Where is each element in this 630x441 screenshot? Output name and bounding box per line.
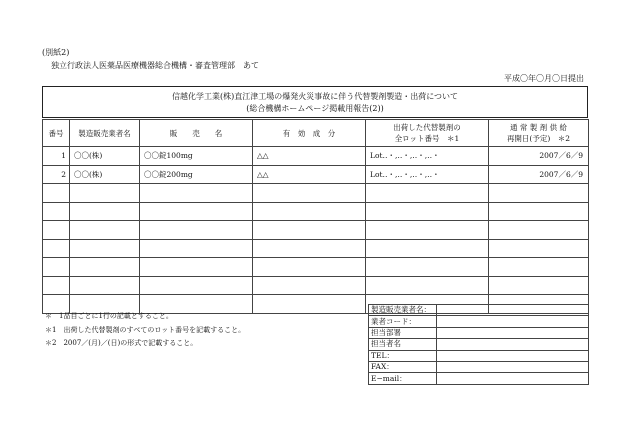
contact-row [369,361,589,372]
cell-manufacturer: 〇〇(株) [70,165,140,184]
cell-number [43,258,70,277]
header-active-ingredient: 有 効 成 分 [253,120,366,147]
addressee: 独立行政法人医薬品医療機器総合機構・審査管理部 あて [51,61,259,70]
cell-manufacturer [70,258,140,277]
cell-resume-date [489,276,589,295]
cell-lot-numbers [366,258,489,277]
contact-row [369,350,589,361]
cell-number [43,184,70,203]
header-manufacturer: 製造販売業者名 [70,120,140,147]
contact-row [369,305,589,316]
contact-label: 業者コード： [369,316,437,327]
report-title: 信越化学工業(株)直江津工場の爆発火災事故に伴う代替製剤製造・出荷について [171,92,459,101]
table-row [43,147,589,166]
table-row [43,165,589,184]
annex-label: (別紙2) [42,48,70,57]
header-lot-line2: 全ロット番号 ＊1 [394,134,460,143]
contact-value-field[interactable] [437,361,589,372]
cell-resume-date: 2007／6／9 [489,147,589,166]
contact-label: 担当者名 [369,339,437,350]
table-row [43,202,589,221]
table-row [43,239,589,258]
cell-manufacturer [70,295,140,314]
cell-resume-date: 2007／6／9 [489,165,589,184]
cell-active-ingredient [253,221,366,240]
cell-resume-date [489,184,589,203]
contact-label: TEL： [369,350,437,361]
note-2: ＊2 2007／(月)／(日)の形式で記載すること。 [45,339,198,347]
note-general: ＊ 1品目ごとに1行の記載とすること。 [45,312,173,320]
cell-lot-numbers [366,239,489,258]
header-lot-numbers [366,120,489,147]
cell-manufacturer: 〇〇(株) [70,147,140,166]
contact-info-table [368,304,589,385]
contact-label: FAX： [369,361,437,372]
header-resume-date [489,120,589,147]
table-row [43,258,589,277]
table-row [43,276,589,295]
cell-number [43,295,70,314]
report-title-box [42,86,588,118]
cell-active-ingredient: △△ [253,165,366,184]
cell-manufacturer [70,202,140,221]
shipment-table [42,119,589,314]
contact-label: E−mail： [369,373,437,384]
cell-active-ingredient [253,184,366,203]
cell-product-name [140,239,253,258]
contact-value-field[interactable] [437,373,589,384]
contact-row [369,339,589,350]
note-1: ＊1 出荷した代替製剤のすべてのロット番号を記載すること。 [45,326,246,334]
cell-manufacturer [70,184,140,203]
contact-value-field[interactable] [437,327,589,338]
contact-value-field[interactable] [437,339,589,350]
cell-lot-numbers [366,202,489,221]
cell-resume-date [489,202,589,221]
cell-resume-date [489,258,589,277]
report-subtitle: (総合機構ホームページ掲載用報告(2)) [246,104,384,113]
header-product-name: 販 売 名 [140,120,253,147]
cell-number [43,202,70,221]
table-row [43,184,589,203]
submission-date: 平成〇年〇月〇日提出 [504,74,584,83]
cell-manufacturer [70,221,140,240]
contact-value-field[interactable] [437,305,589,316]
cell-active-ingredient [253,239,366,258]
contact-row [369,316,589,327]
cell-product-name [140,276,253,295]
cell-lot-numbers [366,184,489,203]
cell-number [43,239,70,258]
table-row [43,221,589,240]
contact-value-field[interactable] [437,350,589,361]
cell-number: 2 [43,165,70,184]
cell-resume-date [489,221,589,240]
cell-number [43,221,70,240]
cell-number [43,276,70,295]
contact-row [369,327,589,338]
cell-lot-numbers: Lot‥・,‥・,‥・,‥・ [366,147,489,166]
cell-resume-date [489,239,589,258]
cell-product-name: 〇〇錠100mg [140,147,253,166]
cell-active-ingredient [253,258,366,277]
cell-product-name [140,258,253,277]
cell-manufacturer [70,276,140,295]
cell-manufacturer [70,239,140,258]
contact-row [369,373,589,384]
table-header-row [43,120,589,147]
cell-number: 1 [43,147,70,166]
cell-lot-numbers [366,221,489,240]
cell-active-ingredient [253,276,366,295]
header-resume-line1: 通 常 製 剤 供 給 [510,123,567,132]
cell-product-name [140,202,253,221]
cell-active-ingredient [253,295,366,314]
cell-active-ingredient: △△ [253,147,366,166]
header-resume-line2: 再開日(予定) ＊2 [506,134,571,143]
contact-label: 担当部署 [369,327,437,338]
contact-value-field[interactable] [437,316,589,327]
header-number: 番号 [43,120,70,147]
cell-lot-numbers [366,276,489,295]
cell-active-ingredient [253,202,366,221]
cell-lot-numbers: Lot‥・,‥・,‥・,‥・ [366,165,489,184]
cell-product-name: 〇〇錠200mg [140,165,253,184]
cell-product-name [140,184,253,203]
cell-product-name [140,221,253,240]
header-lot-line1: 出荷した代替製剤の [393,123,461,132]
cell-product-name [140,295,253,314]
contact-label: 製造販売業者名： [369,305,437,316]
